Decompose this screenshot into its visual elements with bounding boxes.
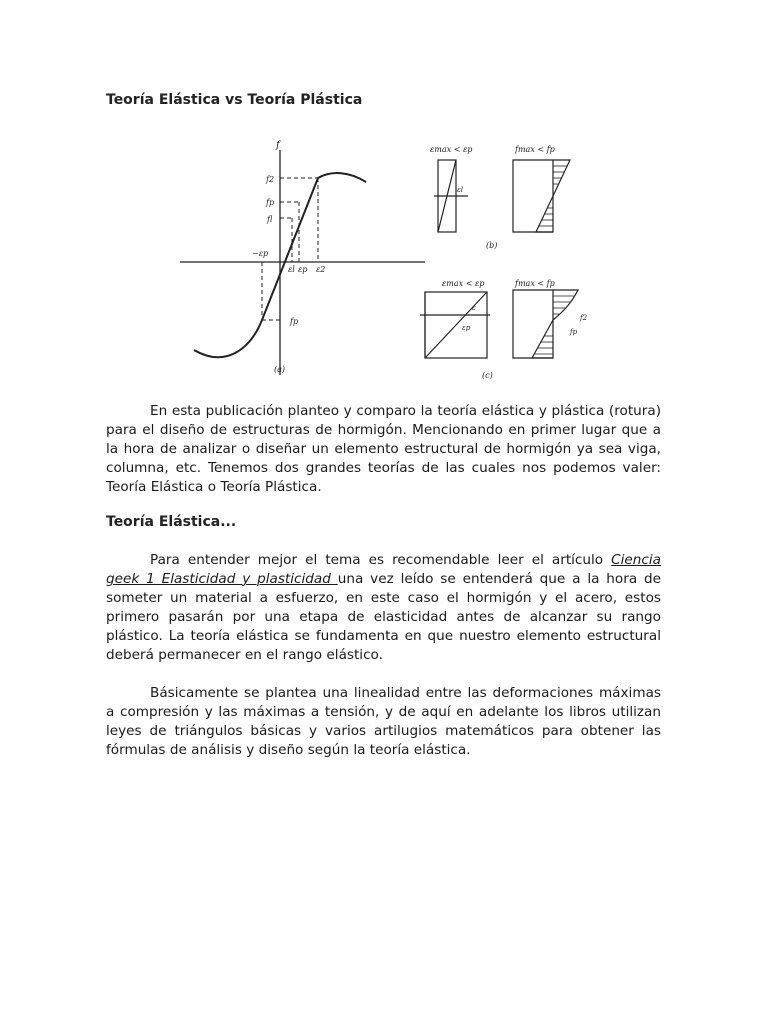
diagram-b-caption: (b) [486, 241, 498, 250]
graph-a-x-label-ep: εp [298, 265, 308, 274]
intro-paragraph [106, 402, 661, 497]
diagram-c-right-inner-1: f2 [580, 314, 588, 322]
linearity-paragraph-text: Básicamente se plantea una linealidad entre las deformaciones máximas a compresión y las máximas a tensión, y de aquí en adelante los libros utilizan leyes de triángulos básicas y varios artilugios matemáticos para obtener las fórmulas de análisis y diseño según la teoría elástica. [106, 685, 661, 758]
graph-a-x-label-el: εl [288, 265, 295, 274]
graph-a-y-label-fp: fp [266, 198, 275, 207]
diagram-c-caption: (c) [482, 371, 493, 380]
intro-paragraph-text: En esta publicación planteo y comparo la teoría elástica y plástica (rotura) para el diseño de estructuras de hormigón. Mencionando en primer lugar que a la hora de analizar o diseñar un elemento estructural de hormigón ya sea viga, columna, etc. Tenemos dos grandes teorías de las cuales nos podemos valer: Teoría Elástica o Teoría Plástica. [106, 403, 661, 495]
diagram-c-right-label: fmax < fp [515, 279, 555, 288]
stress-strain-figure [170, 130, 600, 390]
elastic-paragraph-after: una vez leído se entenderá que a la hora de someter un material a esfuerzo, en este caso el hormigón y el acero, estos primero pasarán por una etapa de elasticidad antes de alcanzar su rango plástico. La teoría elástica se fundamenta en que nuestro elemento estructural deberá permanecer en el rango elástico. [106, 571, 662, 663]
elastic-paragraph-before: Para entender mejor el tema es recomendable leer el artículo [150, 552, 612, 568]
diagram-b-left-label: εmax < εp [430, 145, 473, 154]
graph-a-y-label-neg-ep: −εp [252, 249, 269, 258]
diagram-c-left-inner-2: εp [462, 324, 471, 332]
linearity-paragraph [106, 684, 661, 760]
graph-a-y-label-fp-neg: fp [290, 317, 299, 326]
figure-svg [170, 130, 600, 390]
graph-a-y-label-f2: f2 [266, 175, 275, 184]
diagram-c [420, 290, 578, 358]
diagram-b-left-inner: εl [457, 186, 463, 194]
diagram-c-right-inner-2: fp [570, 328, 578, 336]
graph-a-x-label-e2: ε2 [316, 265, 326, 274]
graph-a-caption: (a) [274, 365, 286, 374]
diagram-c-strain-line [425, 292, 487, 358]
article-link[interactable]: Ciencia geek 1 Elasticidad y plasticidad [106, 552, 661, 587]
diagram-b-right-label: fmax < fp [515, 145, 555, 154]
elastic-paragraph [106, 551, 661, 665]
graph-a-y-label-fl: fl [267, 215, 273, 224]
diagram-c-left-inner-1: ε [472, 304, 476, 312]
diagram-b-section [513, 160, 553, 232]
diagram-c-left-label: εmax < εp [442, 279, 485, 288]
graph-a-axis-label: f [276, 140, 280, 151]
section-subtitle: Teoría Elástica... [106, 514, 237, 530]
diagram-b [434, 160, 570, 232]
document-title: Teoría Elástica vs Teoría Plástica [106, 92, 363, 108]
graph-a [180, 150, 425, 375]
